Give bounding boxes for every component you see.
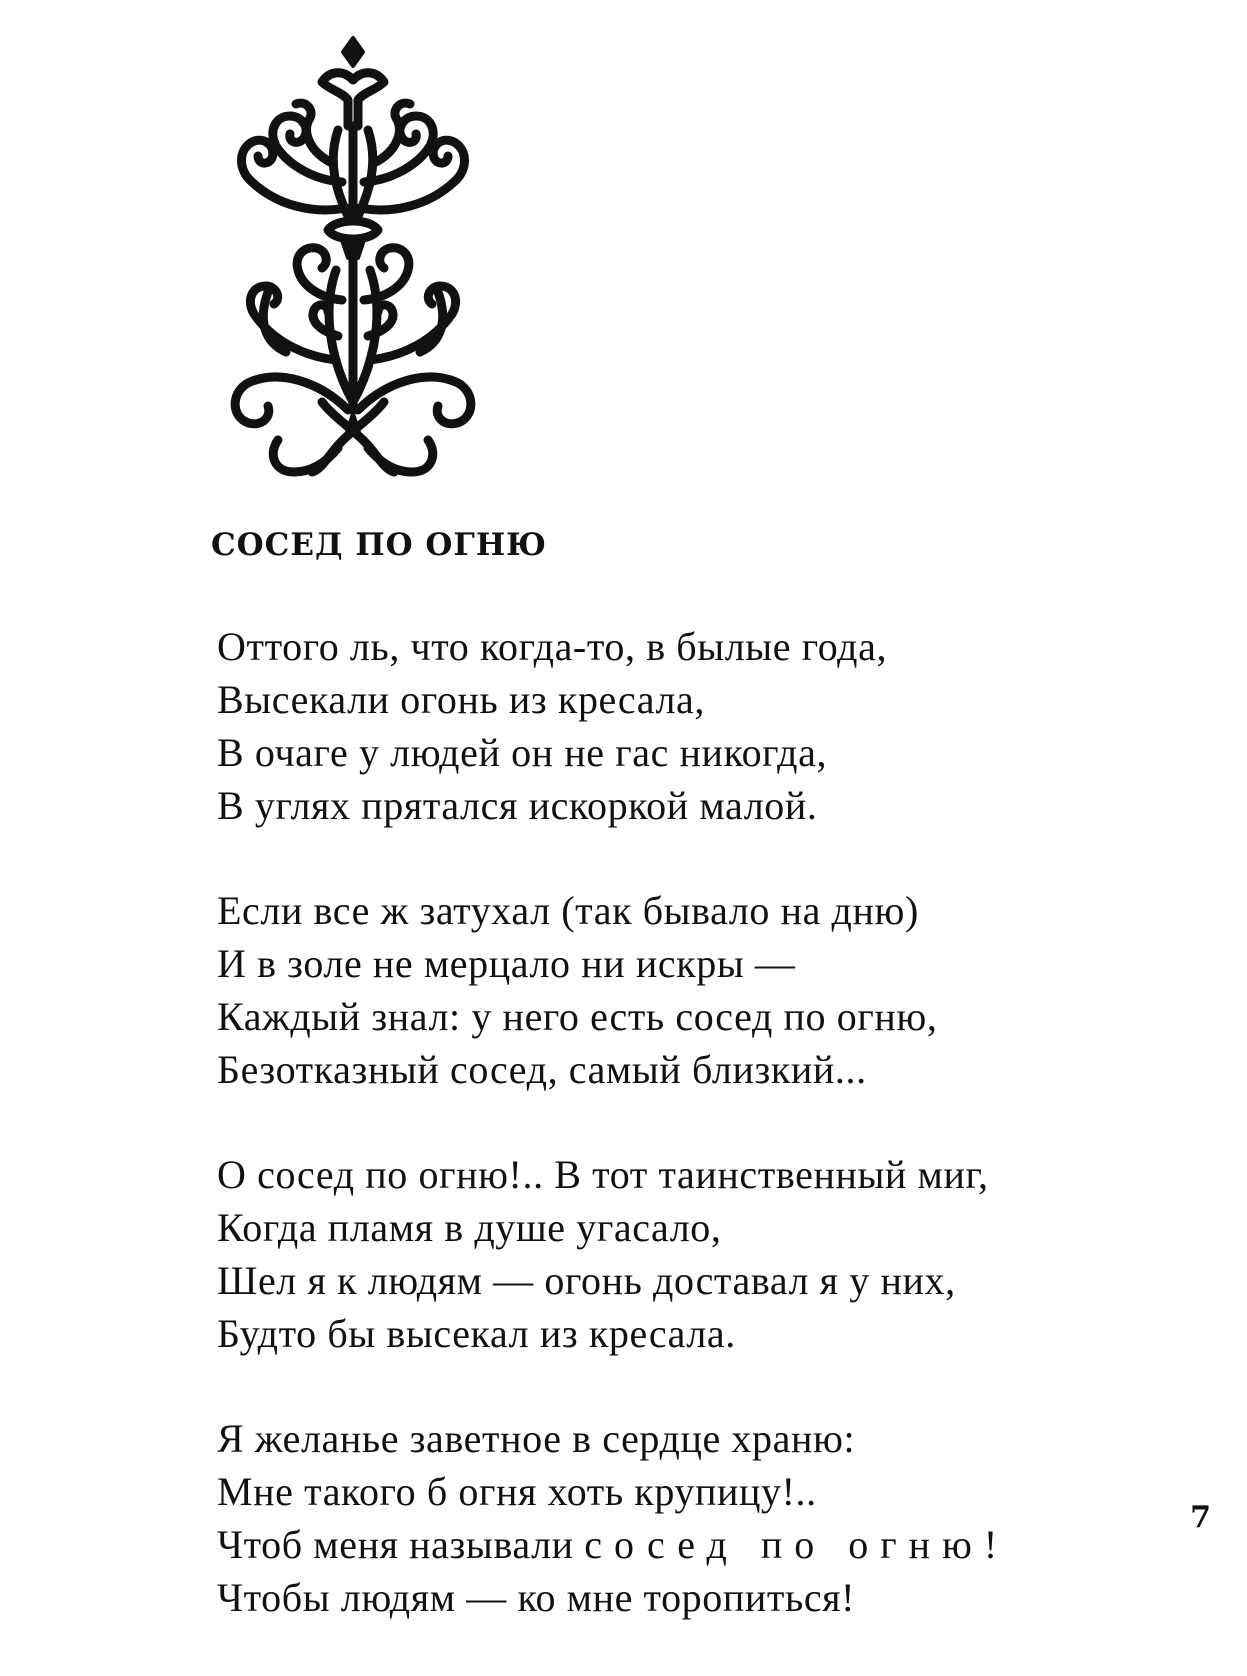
spaced-emphasis: сосед по огню <box>584 1522 984 1567</box>
poem-line: И в золе не мерцало ни искры — <box>217 941 796 986</box>
poem-line: Каждый знал: у него есть сосед по огню, <box>217 994 938 1039</box>
stanza-4 <box>217 1412 1177 1624</box>
poem-line: В углях прятался искоркой малой. <box>217 783 818 828</box>
floral-ornament-icon <box>218 30 488 480</box>
poem-line: Мне такого б огня хоть крупицу!.. <box>217 1469 817 1514</box>
stanza-1 <box>217 620 1177 832</box>
poem-line: В очаге у людей он не гас никогда, <box>217 730 828 775</box>
line-end: ! <box>983 1522 998 1567</box>
line-start: Чтоб меня называли <box>217 1522 585 1567</box>
poem-line: Шел я к людям — огонь доставал я у них, <box>217 1258 956 1303</box>
poem-line: Чтобы людям — ко мне торопиться! <box>217 1575 856 1620</box>
poem-line: Если все ж затухал (так бывало на дню) <box>217 888 919 933</box>
poem-title: СОСЕД ПО ОГНЮ <box>211 527 548 563</box>
poem-line-emphasized <box>217 1518 1177 1571</box>
poem-line: Когда пламя в душе угасало, <box>217 1205 722 1250</box>
stanza-3 <box>217 1148 1177 1360</box>
stanza-2 <box>217 884 1177 1096</box>
poem-line: Высекали огонь из кресала, <box>217 677 705 722</box>
poem-line: Я желанье заветное в сердце храню: <box>217 1416 856 1461</box>
poem-line: О сосед по огню!.. В тот таинственный миг, <box>217 1152 989 1197</box>
poem-line: Безотказный сосед, самый близкий... <box>217 1047 867 1092</box>
poem-line: Оттого ль, что когда-то, в былые года, <box>217 624 888 669</box>
poem-line: Будто бы высекал из кресала. <box>217 1311 736 1356</box>
poem-body <box>217 620 1177 1676</box>
page-number: 7 <box>1190 1500 1211 1535</box>
